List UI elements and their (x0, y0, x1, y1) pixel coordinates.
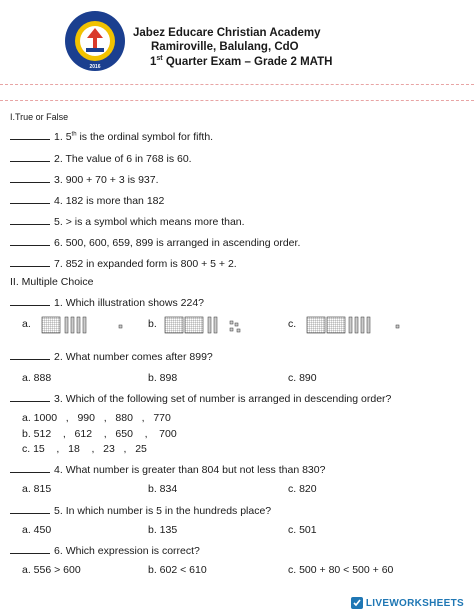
answer-blank[interactable] (10, 236, 50, 246)
school-name: Jabez Educare Christian Academy (133, 27, 321, 39)
tf-item-5: 5. > is a symbol which means more than. (10, 215, 245, 228)
answer-blank[interactable] (10, 130, 50, 140)
mc-question-5: 5. In which number is 5 in the hundreds place? (10, 504, 271, 517)
answer-blank[interactable] (10, 215, 50, 225)
q1-option-c-label: c. (288, 318, 297, 330)
q4-option-a[interactable]: a. 815 (22, 483, 52, 495)
q4-option-c[interactable]: c. 820 (288, 483, 317, 495)
mc-question-6: 6. Which expression is correct? (10, 544, 200, 557)
answer-blank[interactable] (10, 257, 50, 267)
answer-blank[interactable] (10, 504, 50, 514)
q1-option-a-label: a. (22, 318, 31, 330)
second-dashed-rule (0, 100, 474, 101)
answer-blank[interactable] (10, 392, 50, 402)
svg-text:2016: 2016 (89, 64, 101, 70)
q5-option-b[interactable]: b. 135 (148, 524, 178, 536)
tf-item-2: 2. The value of 6 in 768 is 60. (10, 152, 192, 165)
section-1-title: I.True or False (10, 112, 69, 122)
q6-option-a[interactable]: a. 556 > 600 (22, 564, 81, 576)
q2-option-b[interactable]: b. 898 (148, 372, 178, 384)
liveworksheets-brand[interactable] (351, 597, 464, 609)
q2-option-a[interactable]: a. 888 (22, 372, 52, 384)
q1-option-c-blocks[interactable] (305, 314, 405, 336)
q5-option-c[interactable]: c. 501 (288, 524, 317, 536)
section-2-title: II. Multiple Choice (10, 276, 94, 288)
tf-item-7: 7. 852 in expanded form is 800 + 5 + 2. (10, 257, 237, 270)
answer-blank[interactable] (10, 194, 50, 204)
answer-blank[interactable] (10, 173, 50, 183)
q2-option-c[interactable]: c. 890 (288, 372, 317, 384)
mc-question-1: 1. Which illustration shows 224? (10, 296, 204, 309)
q1-option-b-label: b. (148, 318, 157, 330)
q3-option-a[interactable]: a. 1000 , 990 , 880 , 770 (22, 412, 171, 424)
top-dashed-rule (0, 84, 474, 85)
mc-question-2: 2. What number comes after 899? (10, 350, 213, 363)
answer-blank[interactable] (10, 296, 50, 306)
q6-option-c[interactable]: c. 500 + 80 < 500 + 60 (288, 564, 394, 576)
q6-option-b[interactable]: b. 602 < 610 (148, 564, 207, 576)
exam-title: 1st Quarter Exam – Grade 2 MATH (150, 55, 333, 68)
mc-question-4: 4. What number is greater than 804 but not less than 830? (10, 463, 325, 476)
answer-blank[interactable] (10, 463, 50, 473)
tf-item-1: 1. 5th is the ordinal symbol for fifth. (10, 130, 213, 143)
liveworksheets-logo-icon (351, 597, 363, 609)
q1-option-b-blocks[interactable] (163, 314, 273, 336)
liveworksheets-text: LIVEWORKSHEETS (365, 597, 464, 609)
q5-option-a[interactable]: a. 450 (22, 524, 52, 536)
tf-item-6: 6. 500, 600, 659, 899 is arranged in ascending order. (10, 236, 300, 249)
answer-blank[interactable] (10, 152, 50, 162)
mc-question-3: 3. Which of the following set of number is arranged in descending order? (10, 392, 391, 405)
q3-option-b[interactable]: b. 512 , 612 , 650 , 700 (22, 428, 177, 440)
q3-option-c[interactable]: c. 15 , 18 , 23 , 25 (22, 443, 147, 455)
tf-item-3: 3. 900 + 70 + 3 is 937. (10, 173, 159, 186)
q4-option-b[interactable]: b. 834 (148, 483, 178, 495)
answer-blank[interactable] (10, 350, 50, 360)
answer-blank[interactable] (10, 544, 50, 554)
q1-option-a-blocks[interactable] (40, 314, 130, 336)
school-address: Ramiroville, Balulang, CdO (151, 41, 299, 53)
school-logo (64, 10, 126, 72)
tf-item-4: 4. 182 is more than 182 (10, 194, 164, 207)
